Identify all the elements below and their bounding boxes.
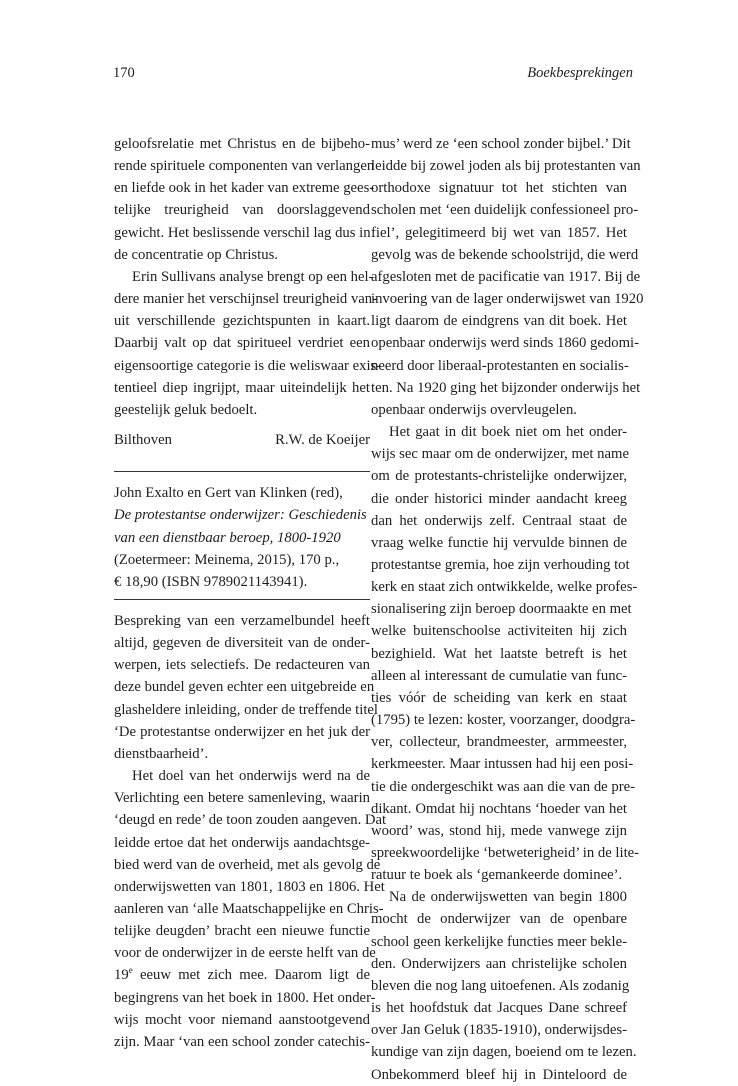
text-line: Het doel van het onderwijs werd na de — [132, 768, 370, 785]
text-line: telijke treurigheid van doorslaggevend — [114, 202, 370, 219]
text-line: deze bundel geven echter een uitgebreide en — [114, 679, 375, 696]
text-line: Erin Sullivans analyse brengt op een hel- — [132, 268, 374, 285]
text-line: rende spirituele componenten van verlangen — [114, 158, 375, 175]
text-line: is het hoofdstuk dat Jacques Dane schreef — [371, 1000, 627, 1017]
text-line: protestantse gremia, hoe zijn verhouding tot — [371, 556, 630, 573]
text-line: over Jan Geluk (1835-1910), onderwijsdes- — [371, 1022, 627, 1039]
right-paragraph-2 — [371, 421, 640, 886]
text-line: sionalisering zijn beroep doormaakte en met — [371, 601, 632, 618]
text-line: Na de onderwijswetten van begin 1800 — [389, 889, 627, 906]
text-line: kundige van zijn dagen, boeiend om te lezen. — [371, 1044, 637, 1061]
text-line: om de protestants-christelijke onderwijzer, — [371, 468, 627, 485]
century-number: 19 — [114, 967, 129, 984]
text-line: bezighield. Wat het laatste betreft is het — [371, 645, 627, 662]
book-title: De protestantse onderwijzer: Geschiedenis — [114, 507, 367, 524]
page-number: 170 — [113, 65, 135, 81]
text-line: tie die ondergeschikt was aan die van de pre- — [371, 778, 636, 795]
text-line: afgesloten met de pacificatie van 1917. Bij de — [371, 268, 641, 285]
text-line: ties vóór de scheiding van kerk en staat — [371, 689, 627, 706]
text-line: telijke deugden’ bracht een nieuwe functie — [114, 923, 370, 940]
text-line: wijs mocht voor niemand aanstootgevend — [114, 1011, 370, 1028]
book-subtitle: van een dienstbaar beroep, 1800-1920 — [114, 529, 341, 546]
text-line: en liefde ook in het kader van extreme gees- — [114, 180, 375, 197]
text-line: kerk en staat zich ontwikkelde, welke profes- — [371, 579, 638, 596]
text-line: neerd door liberaal-protestanten en socialis- — [371, 357, 629, 374]
left-column — [114, 133, 387, 1053]
signature-author: R.W. de Koeijer — [275, 432, 370, 449]
text-line: Het gaat in dit boek niet om het onder- — [389, 424, 627, 441]
book-editors: John Exalto en Gert van Klinken (red), — [114, 485, 343, 502]
text-line: onderwijswetten van 1801, 1803 en 1806. Het — [114, 878, 385, 895]
signature-place: Bilthoven — [114, 432, 172, 449]
text-line: den. Onderwijzers aan christelijke scholen — [371, 955, 627, 972]
text-line: leidde ertoe dat het onderwijs aandachtsge- — [114, 834, 370, 851]
text-line: eigensoortige categorie is die weliswaar exis- — [114, 357, 382, 374]
century-superscript: e — [128, 965, 133, 976]
left-paragraph-1 — [114, 133, 375, 266]
running-head: Boekbesprekingen — [527, 65, 633, 81]
text-line: voor de onderwijzer in de eerste helft van de — [114, 945, 376, 962]
text-line: (1795) te lezen: koster, voorzanger, doodgra- — [371, 712, 636, 729]
text-line: uit verschillende gezichtspunten in kaart. — [114, 313, 370, 330]
text-line: scholen met ‘een duidelijk confessioneel pro- — [371, 202, 639, 219]
text-line: openbaar onderwijs overvleugelen. — [371, 401, 577, 418]
text-line: geestelijk geluk bedoelt. — [114, 401, 258, 418]
text-line: ‘deugd en rede’ de toon zouden aangeven. Dat — [114, 812, 387, 829]
text-line: gevolg was de bekende schoolstrijd, die werd — [371, 246, 639, 263]
text-line: dienstbaarheid’. — [114, 745, 209, 762]
text-line: begingrens van het boek in 1800. Het onder- — [114, 989, 376, 1006]
text-line: dikant. Omdat hij nochtans ‘hoeder van het — [371, 800, 627, 817]
text-line: school geen kerkelijke functies meer bekle- — [371, 933, 627, 950]
text-line: spreekwoordelijke ‘betweterigheid’ in de lite- — [371, 845, 640, 861]
text-line: ligt daarom de eindgrens van dit boek. Het — [371, 313, 627, 330]
century-rest: eeuw met zich mee. Daarom ligt de — [132, 967, 370, 984]
text-line: zijn. Maar ‘van een school zonder catechis- — [114, 1033, 370, 1050]
text-line: ‘De protestantse onderwijzer en het juk der — [114, 723, 370, 740]
text-line: geloofsrelatie met Christus en de bijbeho- — [114, 136, 370, 152]
text-line: ratuur te boek als ‘gemankeerde dominee’. — [371, 867, 623, 884]
right-paragraph-1 — [371, 133, 644, 421]
text-line: invoering van de lager onderwijswet van 1920 — [371, 291, 644, 308]
text-line: welke buitenschoolse activiteiten hij zich — [371, 623, 627, 640]
book-reference — [114, 482, 370, 593]
book-price-isbn: € 18,90 (ISBN 9789021143941). — [114, 573, 308, 590]
text-line: alleen al interessant de cumulatie van func- — [371, 667, 627, 684]
text-line: ver, collecteur, brandmeester, armmeester, — [371, 734, 627, 751]
text-line: mocht de onderwijzer van de openbare — [371, 911, 627, 928]
book-publisher: (Zoetermeer: Meinema, 2015), 170 p., — [114, 551, 340, 568]
text-line: leidde bij zowel joden als bij protestanten van — [371, 158, 641, 175]
text-line: bied werd van de overheid, met als gevolg de — [114, 856, 381, 873]
text-line: glasheldere inleiding, onder de treffende titel — [114, 701, 379, 718]
text-line: ten. Na 1920 ging het bijzonder onderwijs het — [371, 379, 641, 396]
text-line: aanleren van ‘alle Maatschappelijke en Chris- — [114, 901, 384, 917]
text-line — [114, 964, 370, 986]
right-column — [371, 133, 644, 1086]
text-line: fiel’, gelegitimeerd bij wet van 1857. Het — [371, 224, 627, 241]
text-line: Onbekommerd bleef hij in Dinteloord de — [371, 1066, 627, 1083]
text-line: de concentratie op Christus. — [114, 246, 278, 263]
text-line: die onder historici minder aandacht kreeg — [371, 490, 627, 507]
text-line: gewicht. Het beslissende verschil lag dus in — [114, 224, 371, 241]
text-line: Daarbij valt op dat spiritueel verdriet een — [114, 335, 370, 352]
text-line: wijs sec maar om de onderwijzer, met name — [371, 446, 629, 463]
text-line: kerkmeester. Maar intussen had hij een posi- — [371, 756, 634, 773]
left-paragraph-3 — [114, 610, 379, 765]
divider-top — [114, 471, 370, 472]
left-paragraph-4 — [114, 765, 387, 1053]
text-line: Verlichting een betere samenleving, waarin — [114, 790, 370, 807]
text-line: bleven die nog lang uitoefenen. Als zodanig — [371, 977, 630, 994]
left-paragraph-2 — [114, 266, 382, 421]
text-line: altijd, gegeven de diversiteit van de onder- — [114, 635, 370, 652]
text-line: dere manier het verschijnsel treurigheid van- — [114, 291, 378, 308]
text-line: Bespreking van een verzamelbundel heeft — [114, 612, 370, 629]
right-paragraph-3 — [371, 886, 637, 1085]
text-line: openbaar onderwijs werd sinds 1860 gedomi- — [371, 335, 639, 352]
text-line: woord’ was, stond hij, mede vanwege zijn — [371, 822, 627, 839]
text-line: vraag welke functie hij vervulde binnen de — [371, 534, 627, 551]
text-line: mus’ werd ze ‘een school zonder bijbel.’ Dit — [371, 136, 631, 152]
text-line: werpen, iets selectiefs. De redacteuren van — [114, 657, 370, 674]
divider-bottom — [114, 599, 370, 600]
text-line: orthodoxe signatuur tot het stichten van — [371, 180, 627, 197]
text-line: dan het onderwijs zelf. Centraal staat de — [371, 512, 627, 529]
text-line: tentieel diep ingrijpt, maar uiteindelijk het — [114, 379, 370, 396]
review-signature — [114, 429, 370, 451]
